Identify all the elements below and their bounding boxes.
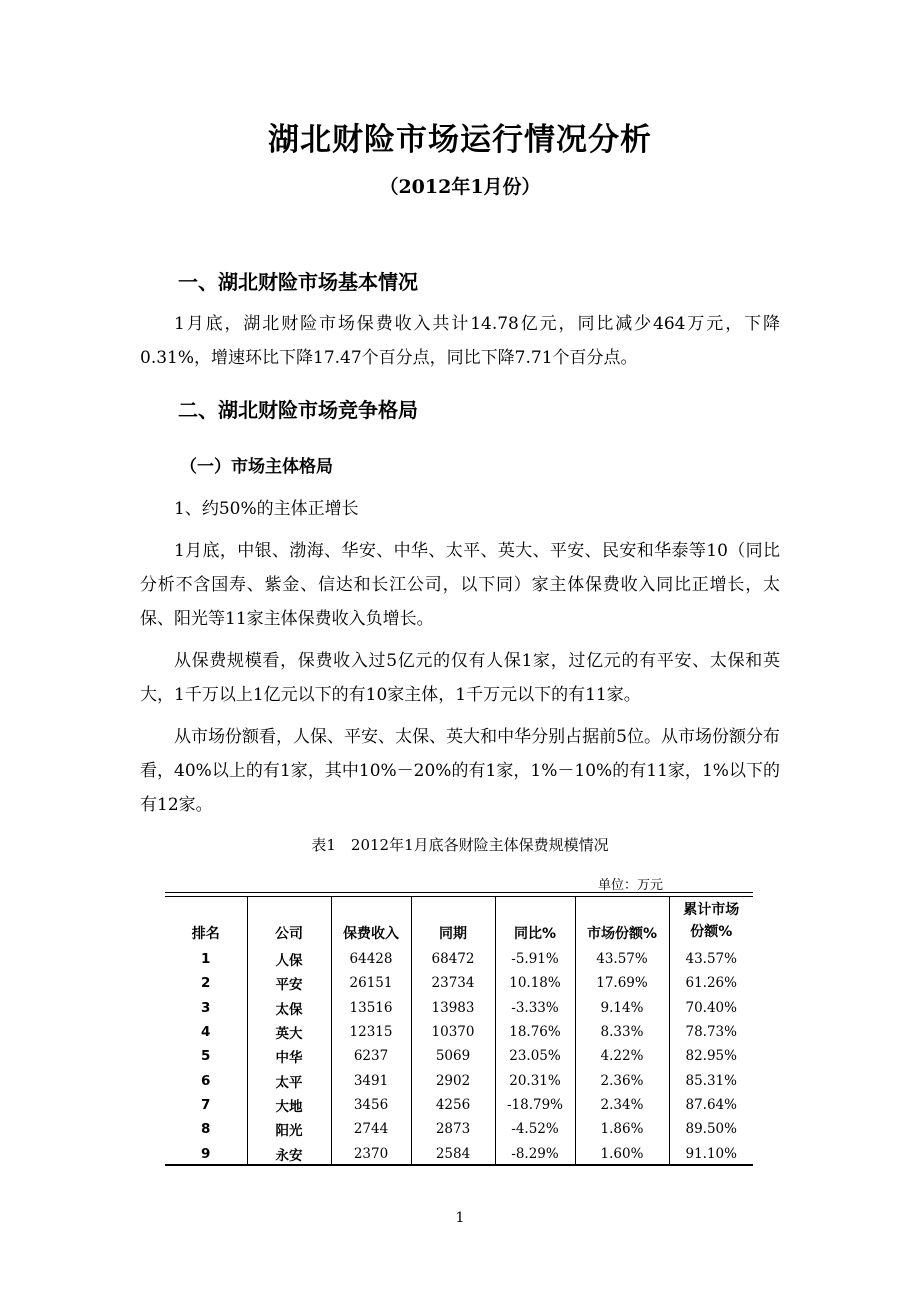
- header-market-share: 市场份额%: [575, 897, 669, 947]
- page-subtitle: （2012年1月份）: [379, 176, 541, 198]
- cell-company: 中华: [247, 1044, 331, 1068]
- cell-company: 平安: [247, 971, 331, 995]
- cell-company: 阳光: [247, 1117, 331, 1141]
- paragraph-premium-scale: 从保费规模看，保费收入过5亿元的仅有人保1家，过亿元的有平安、太保和英大，1千万以上1亿元以下的有10家主体，1千万元以下的有11家。: [140, 651, 780, 705]
- header-cumulative-share: 累计市场 份额%: [669, 897, 753, 947]
- table-row: [165, 996, 753, 1020]
- cell-premium: 2370: [331, 1141, 411, 1165]
- table-row: [165, 1093, 753, 1117]
- cell-cumulative: 87.64%: [669, 1093, 753, 1117]
- table-unit: 单位：万元: [598, 878, 664, 893]
- cell-prior: 2873: [411, 1117, 495, 1141]
- header-prior-period: 同期: [411, 897, 495, 947]
- cell-premium: 3456: [331, 1093, 411, 1117]
- cell-premium: 13516: [331, 996, 411, 1020]
- header-premium: 保费收入: [331, 897, 411, 947]
- cell-cumulative: 82.95%: [669, 1044, 753, 1068]
- cell-company: 太平: [247, 1068, 331, 1092]
- header-yoy: 同比%: [495, 897, 575, 947]
- cell-share: 2.36%: [575, 1068, 669, 1092]
- cell-yoy: -8.29%: [495, 1141, 575, 1165]
- section-heading-2: 二、湖北财险市场竞争格局: [178, 398, 418, 422]
- cell-yoy: 10.18%: [495, 971, 575, 995]
- page-number: 1: [455, 1210, 465, 1226]
- paragraph-market-share: 从市场份额看，人保、平安、太保、英大和中华分别占据前5位。从市场份额分布看，40%以上的有1家，其中10%－20%的有1家，1%－10%的有11家，1%以下的有12家。: [140, 727, 780, 815]
- cell-cumulative: 43.57%: [669, 947, 753, 971]
- paragraph-growth: 1月底，中银、渤海、华安、中华、太平、英大、平安、民安和华泰等10（同比分析不含国寿、紫金、信达和长江公司，以下同）家主体保费收入同比正增长，太保、阳光等11家主体保费收入负增长。: [140, 541, 780, 629]
- cell-yoy: -3.33%: [495, 996, 575, 1020]
- cell-yoy: -4.52%: [495, 1117, 575, 1141]
- cell-company: 永安: [247, 1141, 331, 1165]
- cell-cumulative: 91.10%: [669, 1141, 753, 1165]
- cell-yoy: -18.79%: [495, 1093, 575, 1117]
- cell-premium: 2744: [331, 1117, 411, 1141]
- paragraph-basic-situation: 1月底，湖北财险市场保费收入共计14.78亿元，同比减少464万元，下降0.31%，增速环比下降17.47个百分点，同比下降7.71个百分点。: [140, 314, 780, 368]
- cell-company: 太保: [247, 996, 331, 1020]
- section-heading-1: 一、湖北财险市场基本情况: [178, 270, 418, 294]
- cell-premium: 3491: [331, 1068, 411, 1092]
- cell-cumulative: 89.50%: [669, 1117, 753, 1141]
- table-row: [165, 1068, 753, 1092]
- cell-rank: 6: [201, 1072, 211, 1089]
- cell-rank: 1: [201, 951, 211, 968]
- table-row: [165, 1117, 753, 1141]
- cell-company: 英大: [247, 1020, 331, 1044]
- cell-premium: 26151: [331, 971, 411, 995]
- cell-share: 8.33%: [575, 1020, 669, 1044]
- cell-prior: 4256: [411, 1093, 495, 1117]
- cell-yoy: 23.05%: [495, 1044, 575, 1068]
- cell-rank: 5: [201, 1048, 211, 1065]
- cell-share: 9.14%: [575, 996, 669, 1020]
- cell-rank: 7: [201, 1096, 211, 1113]
- table-row: [165, 1044, 753, 1068]
- subsection-heading: （一）市场主体格局: [180, 457, 333, 477]
- page-title: 湖北财险市场运行情况分析: [268, 122, 652, 158]
- cell-share: 1.60%: [575, 1141, 669, 1165]
- cell-rank: 8: [201, 1121, 211, 1138]
- cell-prior: 2902: [411, 1068, 495, 1092]
- cell-rank: 9: [201, 1145, 211, 1162]
- cell-cumulative: 85.31%: [669, 1068, 753, 1092]
- table-row: [165, 947, 753, 971]
- header-company: 公司: [247, 897, 331, 947]
- header-rank: 排名: [191, 926, 220, 942]
- cell-premium: 6237: [331, 1044, 411, 1068]
- table-row: [165, 1141, 753, 1165]
- cell-company: 人保: [247, 947, 331, 971]
- table-bottom-rule: [165, 1164, 753, 1166]
- cell-premium: 64428: [331, 947, 411, 971]
- table-row: [165, 971, 753, 995]
- cell-premium: 12315: [331, 1020, 411, 1044]
- cell-prior: 13983: [411, 996, 495, 1020]
- table-header-row: [165, 897, 753, 947]
- cell-share: 1.86%: [575, 1117, 669, 1141]
- cell-company: 大地: [247, 1093, 331, 1117]
- table-row: [165, 1020, 753, 1044]
- cell-rank: 4: [201, 1024, 211, 1041]
- cell-share: 4.22%: [575, 1044, 669, 1068]
- cell-yoy: -5.91%: [495, 947, 575, 971]
- cell-cumulative: 61.26%: [669, 971, 753, 995]
- cell-cumulative: 70.40%: [669, 996, 753, 1020]
- cell-cumulative: 78.73%: [669, 1020, 753, 1044]
- cell-rank: 2: [201, 975, 211, 992]
- cell-rank: 3: [201, 999, 211, 1016]
- cell-yoy: 18.76%: [495, 1020, 575, 1044]
- cell-yoy: 20.31%: [495, 1068, 575, 1092]
- cell-prior: 23734: [411, 971, 495, 995]
- cell-prior: 10370: [411, 1020, 495, 1044]
- cell-share: 43.57%: [575, 947, 669, 971]
- premium-table-grid: [165, 897, 753, 1166]
- cell-share: 2.34%: [575, 1093, 669, 1117]
- cell-share: 17.69%: [575, 971, 669, 995]
- cell-prior: 68472: [411, 947, 495, 971]
- cell-prior: 5069: [411, 1044, 495, 1068]
- table-top-rule: [165, 892, 753, 893]
- table-caption: 表1 2012年1月底各财险主体保费规模情况: [311, 836, 609, 854]
- cell-prior: 2584: [411, 1141, 495, 1165]
- list-item-heading: 1、约50%的主体正增长: [174, 499, 359, 519]
